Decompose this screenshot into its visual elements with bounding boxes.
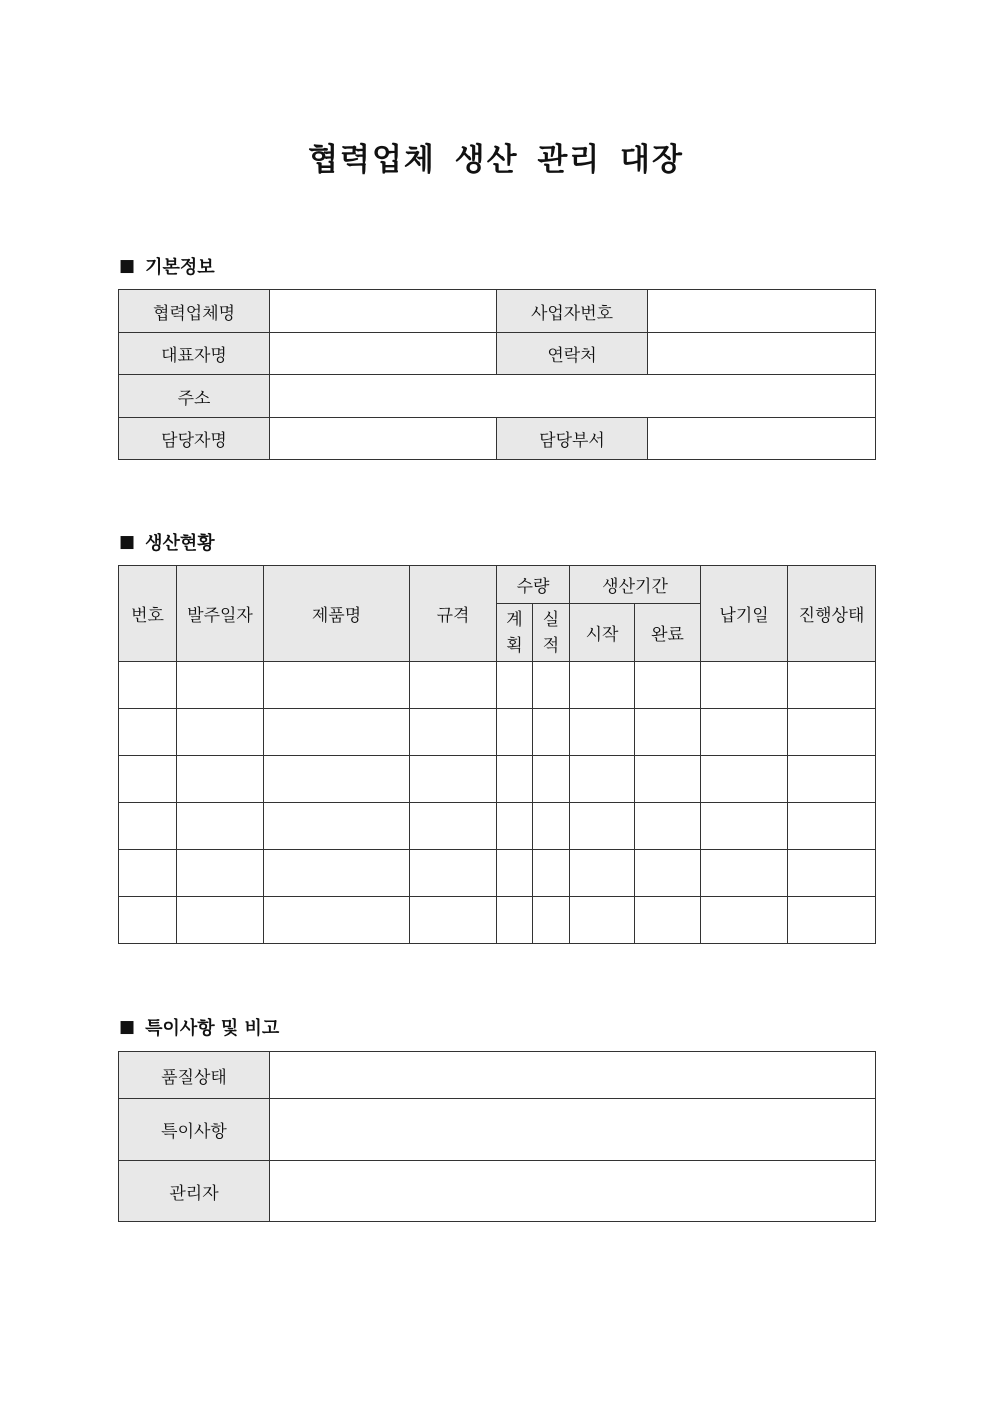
label-manager: 담당자명 (119, 418, 270, 460)
notes-table (118, 1051, 876, 1222)
cell-spec[interactable] (410, 897, 497, 944)
table-row (119, 897, 876, 944)
col-header-qty: 수량 (497, 566, 570, 604)
cell-actual[interactable] (533, 897, 570, 944)
col-header-spec: 규격 (410, 566, 497, 662)
cell-actual[interactable] (533, 662, 570, 709)
cell-start[interactable] (570, 850, 635, 897)
cell-spec[interactable] (410, 850, 497, 897)
cell-start[interactable] (570, 803, 635, 850)
col-header-start: 시작 (570, 604, 635, 662)
cell-product[interactable] (264, 756, 410, 803)
cell-no[interactable] (119, 850, 177, 897)
square-bullet-icon: ■ (119, 532, 136, 552)
cell-spec[interactable] (410, 709, 497, 756)
table-row (119, 803, 876, 850)
cell-end[interactable] (635, 897, 701, 944)
cell-start[interactable] (570, 756, 635, 803)
col-header-status: 진행상태 (788, 566, 876, 662)
field-biz-no[interactable] (648, 290, 876, 333)
cell-start[interactable] (570, 897, 635, 944)
cell-no[interactable] (119, 662, 177, 709)
field-admin[interactable] (270, 1161, 876, 1222)
cell-status[interactable] (788, 803, 876, 850)
cell-plan[interactable] (497, 709, 533, 756)
cell-product[interactable] (264, 897, 410, 944)
cell-plan[interactable] (497, 756, 533, 803)
cell-product[interactable] (264, 709, 410, 756)
cell-end[interactable] (635, 756, 701, 803)
basic-info-table (118, 289, 876, 460)
col-header-due: 납기일 (701, 566, 788, 662)
cell-end[interactable] (635, 803, 701, 850)
cell-start[interactable] (570, 662, 635, 709)
label-quality: 품질상태 (119, 1052, 270, 1099)
cell-end[interactable] (635, 709, 701, 756)
field-contact[interactable] (648, 333, 876, 375)
cell-order-date[interactable] (177, 756, 264, 803)
cell-no[interactable] (119, 709, 177, 756)
production-table (118, 565, 876, 944)
table-row (119, 756, 876, 803)
cell-no[interactable] (119, 756, 177, 803)
cell-status[interactable] (788, 897, 876, 944)
actual-char-1: 실 (542, 609, 560, 630)
label-admin: 관리자 (119, 1161, 270, 1222)
cell-due[interactable] (701, 850, 788, 897)
label-company: 협력업체명 (119, 290, 270, 333)
col-header-end: 완료 (635, 604, 701, 662)
cell-product[interactable] (264, 662, 410, 709)
section-production-heading (119, 529, 215, 555)
cell-actual[interactable] (533, 709, 570, 756)
col-header-no: 번호 (119, 566, 177, 662)
field-address[interactable] (270, 375, 876, 418)
section-basic-label: 기본정보 (145, 257, 215, 278)
cell-actual[interactable] (533, 756, 570, 803)
label-dept: 담당부서 (497, 418, 648, 460)
cell-order-date[interactable] (177, 709, 264, 756)
cell-status[interactable] (788, 756, 876, 803)
cell-due[interactable] (701, 756, 788, 803)
cell-due[interactable] (701, 662, 788, 709)
field-manager[interactable] (270, 418, 497, 460)
table-row (119, 662, 876, 709)
section-production-label: 생산현황 (145, 533, 215, 554)
actual-char-2: 적 (542, 635, 560, 656)
section-basic-heading (119, 253, 215, 279)
cell-product[interactable] (264, 803, 410, 850)
label-address: 주소 (119, 375, 270, 418)
square-bullet-icon: ■ (119, 256, 136, 276)
cell-plan[interactable] (497, 850, 533, 897)
plan-char-2: 획 (506, 635, 523, 656)
cell-product[interactable] (264, 850, 410, 897)
cell-no[interactable] (119, 803, 177, 850)
col-header-plan (497, 604, 533, 662)
field-dept[interactable] (648, 418, 876, 460)
cell-plan[interactable] (497, 897, 533, 944)
cell-due[interactable] (701, 897, 788, 944)
table-row (119, 850, 876, 897)
cell-spec[interactable] (410, 662, 497, 709)
section-notes-label: 특이사항 및 비고 (145, 1018, 280, 1039)
cell-due[interactable] (701, 709, 788, 756)
cell-end[interactable] (635, 662, 701, 709)
cell-start[interactable] (570, 709, 635, 756)
plan-char-1: 계 (506, 609, 523, 630)
cell-plan[interactable] (497, 662, 533, 709)
page-title: 협력업체 생산 관리 대장 (308, 142, 684, 178)
cell-actual[interactable] (533, 850, 570, 897)
label-remarks: 특이사항 (119, 1099, 270, 1161)
cell-no[interactable] (119, 897, 177, 944)
cell-spec[interactable] (410, 756, 497, 803)
cell-status[interactable] (788, 850, 876, 897)
cell-order-date[interactable] (177, 662, 264, 709)
cell-due[interactable] (701, 803, 788, 850)
field-ceo[interactable] (270, 333, 497, 375)
label-ceo: 대표자명 (119, 333, 270, 375)
col-header-order-date: 발주일자 (177, 566, 264, 662)
cell-status[interactable] (788, 662, 876, 709)
label-contact: 연락처 (497, 333, 648, 375)
col-header-product: 제품명 (264, 566, 410, 662)
square-bullet-icon: ■ (119, 1017, 136, 1037)
field-quality[interactable] (270, 1052, 876, 1099)
col-header-period: 생산기간 (570, 566, 701, 604)
section-notes-heading (119, 1014, 279, 1040)
cell-spec[interactable] (410, 803, 497, 850)
field-remarks[interactable] (270, 1099, 876, 1161)
cell-order-date[interactable] (177, 803, 264, 850)
cell-actual[interactable] (533, 803, 570, 850)
cell-status[interactable] (788, 709, 876, 756)
label-biz-no: 사업자번호 (497, 290, 648, 333)
cell-order-date[interactable] (177, 850, 264, 897)
cell-end[interactable] (635, 850, 701, 897)
field-company[interactable] (270, 290, 497, 333)
cell-order-date[interactable] (177, 897, 264, 944)
table-row (119, 709, 876, 756)
cell-plan[interactable] (497, 803, 533, 850)
col-header-actual (533, 604, 570, 662)
